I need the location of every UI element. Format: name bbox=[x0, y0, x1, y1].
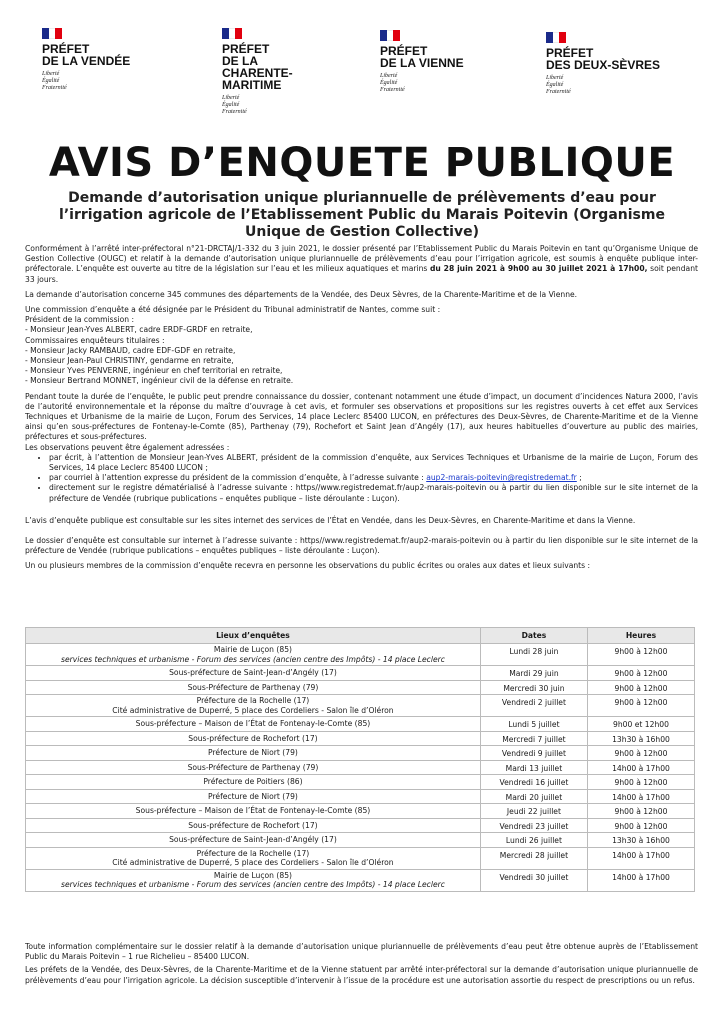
table-row bbox=[26, 680, 695, 695]
cell-date: Lundi 28 juin bbox=[480, 644, 587, 666]
permanences-intro: Un ou plusieurs membres de la commission d’enquête recevra en personne les observations du public écrites ou orales aux dates et lieux suivants : bbox=[25, 561, 591, 571]
cell-lieu bbox=[26, 804, 481, 819]
lieu-name: Préfecture de Niort (79) bbox=[208, 748, 298, 757]
table-row bbox=[26, 760, 695, 775]
table-row bbox=[26, 731, 695, 746]
list-item: • par écrit, à l’attention de Monsieur Jean-Yves ALBERT, président de la commission d’enquête, aux Services Techniques et Urbanisme de la mairie de Luçon, Forum des Services, 14 place Leclerc 85400 LUCON ; bbox=[49, 453, 698, 473]
lieu-detail: Cité administrative de Duperré, 5 place des Cordeliers - Salon île d’Oléron bbox=[112, 858, 394, 867]
lieu-name: Sous-préfecture de Rochefort (17) bbox=[188, 733, 318, 743]
motto: Liberté Égalité Fraternité bbox=[42, 71, 67, 91]
cell-lieu bbox=[26, 775, 481, 790]
lieu-name: Sous-préfecture de Saint-Jean-d’Angély (17) bbox=[169, 835, 337, 844]
cell-date: Jeudi 22 juillet bbox=[480, 804, 587, 819]
cell-heure: 14h00 à 17h00 bbox=[587, 847, 694, 869]
lieu-name: Mairie de Luçon (85) bbox=[213, 870, 292, 880]
lieu-name: Préfecture de Poitiers (86) bbox=[203, 777, 303, 786]
cell-lieu bbox=[26, 833, 481, 848]
cell-lieu bbox=[26, 789, 481, 804]
list-item: • directement sur le registre dématérialisé à l’adresse suivante : https//www.registredemat.fr/aup2-marais-poitevin ou à partir du lien disponible sur le site internet de la préfecture de Vendée (rubrique publications – enquêtes publique – liste déroulante : Luçon). bbox=[49, 483, 698, 503]
lieu-name: Sous-préfecture – Maison de l’État de Fontenay-le-Comte (85) bbox=[135, 719, 371, 728]
lieu-name: Sous-préfecture de Rochefort (17) bbox=[188, 820, 318, 830]
cell-lieu bbox=[26, 760, 481, 775]
motto: Liberté Égalité Fraternité bbox=[546, 75, 571, 95]
prefecture-name: PRÉFET DES DEUX-SÈVRES bbox=[546, 46, 661, 72]
avis-sites-paragraph: L’avis d’enquête publique est consultable sur les sites internet des services de l’État en Vendée, dans les Deux-Sèvres, en Charente-Maritime et dans la Vienne. bbox=[25, 515, 636, 525]
lieu-name: Préfecture de la Rochelle (17) bbox=[196, 696, 310, 705]
lieu-name: Préfecture de Niort (79) bbox=[208, 791, 298, 801]
table-row bbox=[26, 869, 695, 891]
consultation-paragraph: Pendant toute la durée de l’enquête, le public peut prendre connaissance du dossier, contenant notamment une étude d’impact, un document d’incidences Natura 2000, l’avis de l’autorité environnementale et la réponse du maître d’ouvrage à cet avis, et formuler ses observations et propositions sur les registres ouverts à cet effet aux Services Techniques et Urbanisme de la mairie de Luçon, Forum des Services, 14 place Leclerc 85400 LUCON, en préfectures des Deux-Sèvres, de Charente-Maritime et de la Vienne ainsi qu’en sous-préfectures de Fontenay-le-Comte (85), Parthenay (79), Rochefort et Saint Jean d’Angély (17), aux heures habituelles d’ouverture au public des mairies, préfectures et sous-préfectures. Les observations peuvent être également adressées : bbox=[25, 391, 698, 452]
cell-lieu bbox=[26, 717, 481, 732]
lieu-name: Préfecture de la Rochelle (17) bbox=[196, 848, 310, 858]
cell-date: Mardi 29 juin bbox=[480, 666, 587, 681]
cell-heure: 9h00 à 12h00 bbox=[587, 666, 694, 681]
cell-heure: 14h00 à 17h00 bbox=[587, 760, 694, 775]
footer-info: Toute information complémentaire sur le dossier relatif à la demande d’autorisation unique pluriannuelle de prélèvements d’eau peut être obtenue auprès de l’Etablissement Public du Marais Poitevin – 1 rue Richelieu – 85400 LUCON. bbox=[25, 942, 698, 962]
prefecture-name: PRÉFET DE LA CHARENTE- MARITIME bbox=[222, 42, 293, 92]
lieu-detail: Cité administrative de Duperré, 5 place des Cordeliers - Salon île d’Oléron bbox=[112, 705, 394, 715]
lieu-detail: services techniques et urbanisme - Forum des services (ancien centre des Impôts) - 14 place Leclerc bbox=[60, 880, 445, 889]
cell-heure: 14h00 à 17h00 bbox=[587, 789, 694, 804]
table-row bbox=[26, 789, 695, 804]
cell-date: Lundi 26 juillet bbox=[480, 833, 587, 848]
table-row bbox=[26, 717, 695, 732]
cell-lieu bbox=[26, 818, 481, 833]
motto: Liberté Égalité Fraternité bbox=[380, 73, 405, 93]
cell-heure: 9h00 et 12h00 bbox=[587, 717, 694, 732]
cell-lieu bbox=[26, 731, 481, 746]
cell-lieu bbox=[26, 847, 481, 869]
lieu-name: Sous-Préfecture de Parthenay (79) bbox=[187, 762, 319, 772]
cell-lieu bbox=[26, 695, 481, 717]
cell-heure: 9h00 à 12h00 bbox=[587, 695, 694, 717]
table-row bbox=[26, 847, 695, 869]
table-header-row bbox=[26, 628, 695, 644]
cell-date: Mercredi 30 juin bbox=[480, 680, 587, 695]
header-dates: Dates bbox=[480, 628, 587, 644]
table-row bbox=[26, 644, 695, 666]
prefecture-vienne bbox=[380, 30, 464, 94]
dossier-internet-paragraph: Le dossier d’enquête est consultable sur internet à l’adresse suivante : https//www.registredemat.fr/aup2-marais-poitevin ou à partir du lien disponible sur le site internet de la préfecture de Vendée (rubrique publications – enquêtes publiques – liste déroulante : Luçon). bbox=[25, 536, 698, 556]
footer-decision: Les préfets de la Vendée, des Deux-Sèvres, de la Charente-Maritime et de la Vienne statuent par arrêté inter-préfectoral sur la demande d’autorisation unique pluriannuelle de prélèvements d’eau pour l’irrigation agricole. La décision susceptible d’intervenir à l’issue de la procédure est une autorisation assortie du respect de prescriptions ou un refus. bbox=[25, 965, 698, 985]
cell-heure: 9h00 à 12h00 bbox=[587, 644, 694, 666]
cell-date: Vendredi 30 juillet bbox=[480, 869, 587, 891]
email-link[interactable]: aup2-marais-poitevin@registredemat.fr bbox=[426, 473, 577, 483]
table-row bbox=[26, 818, 695, 833]
cell-heure: 14h00 à 17h00 bbox=[587, 869, 694, 891]
prefecture-name: PRÉFET DE LA VIENNE bbox=[380, 44, 464, 70]
table-row bbox=[26, 833, 695, 848]
cell-lieu bbox=[26, 869, 481, 891]
permanences-table bbox=[25, 627, 695, 892]
page-title: AVIS D’ENQUETE PUBLIQUE bbox=[48, 140, 676, 186]
page-subtitle: Demande d’autorisation unique pluriannuelle de prélèvements d’eau pour l’irrigation agricole de l’Etablissement Public du Marais Poitevin (Organisme Unique de Gestion Collective) bbox=[59, 190, 665, 240]
cell-heure: 13h30 à 16h00 bbox=[587, 731, 694, 746]
cell-date: Mercredi 28 juillet bbox=[480, 847, 587, 869]
french-flag-icon bbox=[222, 28, 242, 39]
cell-lieu bbox=[26, 644, 481, 666]
french-flag-icon bbox=[380, 30, 400, 41]
commission-paragraph: Une commission d’enquête a été désignée par le Président du Tribunal administratif de Nantes, comme suit : Président de la commission : - Monsieur Jean-Yves ALBERT, cadre ERDF-GRDF en retraite, Commissaires enquêteurs titulaires : - Monsieur Jacky RAMBAUD, cadre EDF-GDF en retraite, - Monsieur Jean-Paul CHRISTINY, gendarme en retraite, - Monsieur Yves PENVERNE, ingénieur en chef territorial en retraite, - Monsieur Bertrand MONNET, ingénieur civil de la défense en retraite. bbox=[25, 305, 441, 386]
cell-lieu bbox=[26, 746, 481, 761]
cell-date: Mardi 13 juillet bbox=[480, 760, 587, 775]
cell-lieu bbox=[26, 666, 481, 681]
lieu-name: Sous-préfecture – Maison de l’État de Fontenay-le-Comte (85) bbox=[135, 806, 371, 815]
motto: Liberté Égalité Fraternité bbox=[222, 95, 247, 115]
cell-date: Vendredi 16 juillet bbox=[480, 775, 587, 790]
prefecture-headers bbox=[0, 28, 724, 136]
header-heures: Heures bbox=[587, 628, 694, 644]
cell-heure: 9h00 à 12h00 bbox=[587, 680, 694, 695]
header-lieux: Lieux d’enquêtes bbox=[26, 628, 481, 644]
prefecture-deux-sevres bbox=[546, 32, 660, 96]
notice-body bbox=[25, 244, 698, 577]
observations-list bbox=[25, 453, 698, 504]
cell-date: Lundi 5 juillet bbox=[480, 717, 587, 732]
french-flag-icon bbox=[42, 28, 62, 39]
lieu-name: Sous-Préfecture de Parthenay (79) bbox=[187, 682, 319, 692]
prefecture-name: PRÉFET DE LA VENDÉE bbox=[42, 42, 131, 68]
lieu-detail: services techniques et urbanisme - Forum des services (ancien centre des Impôts) - 14 place Leclerc bbox=[60, 654, 445, 664]
enquiry-period: du 28 juin 2021 à 9h00 au 30 juillet 2021 à 17h00, bbox=[429, 264, 648, 274]
cell-date: Vendredi 2 juillet bbox=[480, 695, 587, 717]
lieu-name: Sous-préfecture de Saint-Jean-d’Angély (17) bbox=[169, 668, 337, 677]
prefecture-charente-maritime bbox=[222, 28, 293, 116]
table-row bbox=[26, 746, 695, 761]
cell-heure: 13h30 à 16h00 bbox=[587, 833, 694, 848]
cell-date: Mercredi 7 juillet bbox=[480, 731, 587, 746]
table-row bbox=[26, 775, 695, 790]
cell-date: Mardi 20 juillet bbox=[480, 789, 587, 804]
intro-paragraph: Conformément à l’arrêté inter-préfectoral n°21-DRCTAJ/1-332 du 3 juin 2021, le dossier présenté par l’Etablissement Public du Marais Poitevin en tant qu’Organisme Unique de Gestion Collective (OUGC) et relatif à la demande d’autorisation unique pluriannuelle de prélèvements d’eau pour l’irrigation agricole, est soumis à enquête publique inter-préfectorale. L’enquête est ouverte au titre de la législation sur l’eau et les milieux aquatiques et marins du 28 juin 2021 à 9h00 au 30 juillet 2021 à 17h00, soit pendant 33 jours. bbox=[25, 244, 698, 284]
cell-heure: 9h00 à 12h00 bbox=[587, 746, 694, 761]
table-row bbox=[26, 804, 695, 819]
cell-heure: 9h00 à 12h00 bbox=[587, 775, 694, 790]
notice-footer bbox=[25, 942, 698, 989]
cell-heure: 9h00 à 12h00 bbox=[587, 818, 694, 833]
table-row bbox=[26, 666, 695, 681]
lieu-name: Mairie de Luçon (85) bbox=[213, 645, 292, 654]
cell-date: Vendredi 9 juillet bbox=[480, 746, 587, 761]
cell-date: Vendredi 23 juillet bbox=[480, 818, 587, 833]
communes-paragraph: La demande d’autorisation concerne 345 communes des départements de la Vendée, des Deux Sèvres, de la Charente-Maritime et de la Vienne. bbox=[25, 289, 578, 299]
cell-lieu bbox=[26, 680, 481, 695]
french-flag-icon bbox=[546, 32, 566, 43]
table-row bbox=[26, 695, 695, 717]
cell-heure: 9h00 à 12h00 bbox=[587, 804, 694, 819]
prefecture-vendee bbox=[42, 28, 130, 92]
list-item: • par courriel à l’attention expresse du président de la commission d’enquête, à l’adresse suivante : aup2-marais-poitevin@registredemat.fr ; bbox=[49, 473, 698, 483]
